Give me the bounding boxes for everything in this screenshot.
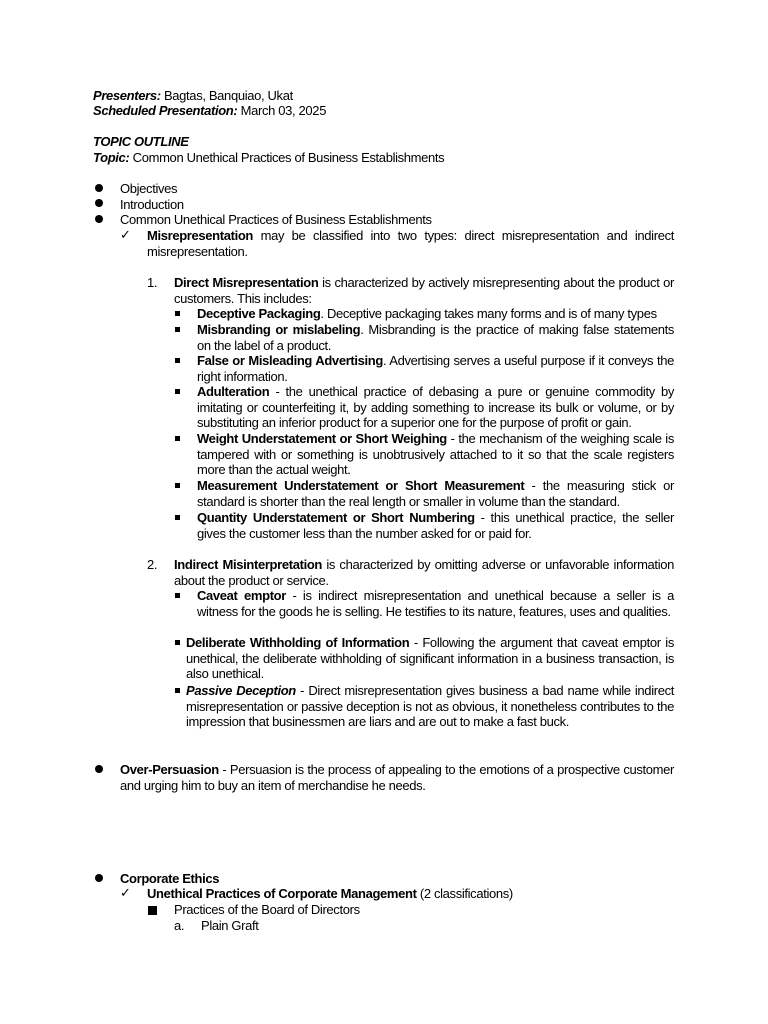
item-text: - the unethical practice of debasing a pure or genuine commodity by imitating or counterfeiting it, by adding something to increase its bulk or volume, or by substituting an inferior product for a superior one for the purpose of profit or gain. — [197, 384, 674, 431]
square-bullet — [175, 327, 180, 332]
square-bullet — [175, 688, 180, 693]
item-title: Measurement Understatement or Short Measurement — [197, 478, 525, 493]
outline-heading: TOPIC OUTLINE — [93, 134, 189, 149]
list-item — [197, 353, 674, 384]
corporate-management-line — [147, 886, 513, 902]
presenters-line — [93, 88, 293, 104]
square-bullet — [175, 389, 180, 394]
over-persuasion-text: - Persuasion is the process of appealing to the emotions of a prospective customer and urging him to buy an item of merchandise he needs. — [120, 762, 674, 793]
list-item — [197, 588, 674, 619]
board-practices: Practices of the Board of Directors — [174, 902, 360, 917]
item-title: False or Misleading Advertising — [197, 353, 383, 368]
topic-label: Topic: — [93, 150, 130, 165]
checkmark-icon: ✓ — [120, 228, 131, 243]
misrepresentation-paragraph — [147, 228, 674, 259]
misrepresentation-text: may be classified into two types: direct misrepresentation and indirect misrepresentation. — [147, 228, 674, 259]
list-letter: a. — [174, 918, 185, 933]
square-bullet — [175, 436, 180, 441]
direct-title: Direct Misrepresentation — [174, 275, 319, 290]
item-title: Misbranding or mislabeling — [197, 322, 361, 337]
direct-misrepresentation-paragraph — [174, 275, 674, 306]
square-bullet — [175, 311, 180, 316]
indirect-misinterpretation-paragraph — [174, 557, 674, 588]
item-title: Passive Deception — [186, 683, 296, 698]
list-item — [197, 322, 674, 353]
bullet-objectives: Objectives — [120, 181, 178, 196]
plain-graft: Plain Graft — [201, 918, 259, 933]
item-title: Deceptive Packaging — [197, 306, 321, 321]
item-text: - Following the argument that caveat emptor is unethical, the deliberate withholding of significant information in a business transaction, is also unethical. — [186, 635, 674, 682]
item-title: Weight Understatement or Short Weighing — [197, 431, 447, 446]
bullet-introduction: Introduction — [120, 197, 184, 212]
list-item — [186, 683, 674, 730]
corporate-management-text: (2 classifications) — [416, 886, 513, 901]
list-item — [197, 510, 674, 541]
corporate-ethics-title: Corporate Ethics — [120, 871, 220, 886]
square-bullet — [175, 515, 180, 520]
bullet-dot — [95, 765, 103, 773]
square-bullet — [175, 640, 180, 645]
checkmark-icon: ✓ — [120, 886, 131, 901]
schedule-line — [93, 103, 326, 119]
square-bullet — [175, 358, 180, 363]
topic-value: Common Unethical Practices of Business Establishments — [129, 150, 445, 165]
list-item — [197, 478, 674, 509]
bullet-dot — [95, 184, 103, 192]
item-text: - is indirect misrepresentation and unethical because a seller is a witness for the goods he is selling. He testifies to its nature, features, uses and qualities. — [197, 588, 674, 619]
list-item — [186, 635, 674, 682]
list-number: 2. — [147, 557, 158, 572]
indirect-title: Indirect Misinterpretation — [174, 557, 323, 572]
topic-line — [93, 150, 444, 166]
item-title: Deliberate Withholding of Information — [186, 635, 410, 650]
over-persuasion-title: Over-Persuasion — [120, 762, 219, 777]
corporate-management-title: Unethical Practices of Corporate Management — [147, 886, 417, 901]
presenters-label: Presenters: — [93, 88, 161, 103]
list-item — [197, 306, 674, 322]
bullet-dot — [95, 215, 103, 223]
bullet-dot — [95, 199, 103, 207]
item-text: . Advertising serves a useful purpose if it conveys the right information. — [197, 353, 674, 384]
square-bullet — [175, 593, 180, 598]
list-number: 1. — [147, 275, 158, 290]
misrepresentation-title: Misrepresentation — [147, 228, 254, 243]
item-text: - the measuring stick or standard is shorter than the real length or smaller in volume than the standard. — [197, 478, 675, 509]
direct-text: is characterized by actively misrepresenting about the product or customers. This includes: — [174, 275, 674, 306]
list-item — [197, 431, 674, 478]
square-bullet — [175, 483, 180, 488]
item-title: Caveat emptor — [197, 588, 286, 603]
bullet-dot — [95, 874, 103, 882]
over-persuasion-paragraph — [120, 762, 674, 793]
item-text: - this unethical practice, the seller gives the customer less than the number asked for or paid for. — [197, 510, 674, 541]
schedule-label: Scheduled Presentation: — [93, 103, 238, 118]
square-bullet — [148, 906, 157, 915]
item-text: - Direct misrepresentation gives business a bad name while indirect misrepresentation or passive deception is not as obvious, it nonetheless contributes to the impression that businessmen are liars and are out to make a fast buck. — [186, 683, 675, 730]
presenters-value: Bagtas, Banquiao, Ukat — [160, 88, 293, 103]
bullet-common-practices: Common Unethical Practices of Business Establishments — [120, 212, 432, 227]
item-text: . Deceptive packaging takes many forms and is of many types — [320, 306, 657, 321]
list-item — [197, 384, 674, 431]
item-text: . Misbranding is the practice of making false statements on the label of a product. — [197, 322, 675, 353]
item-text: - the mechanism of the weighing scale is tampered with or something is unobtrusively attached to it so that the scale registers more than the actual weight. — [197, 431, 674, 478]
item-title: Quantity Understatement or Short Numbering — [197, 510, 475, 525]
item-title: Adulteration — [197, 384, 270, 399]
schedule-value: March 03, 2025 — [237, 103, 327, 118]
indirect-text: is characterized by omitting adverse or unfavorable information about the product or service. — [174, 557, 674, 588]
